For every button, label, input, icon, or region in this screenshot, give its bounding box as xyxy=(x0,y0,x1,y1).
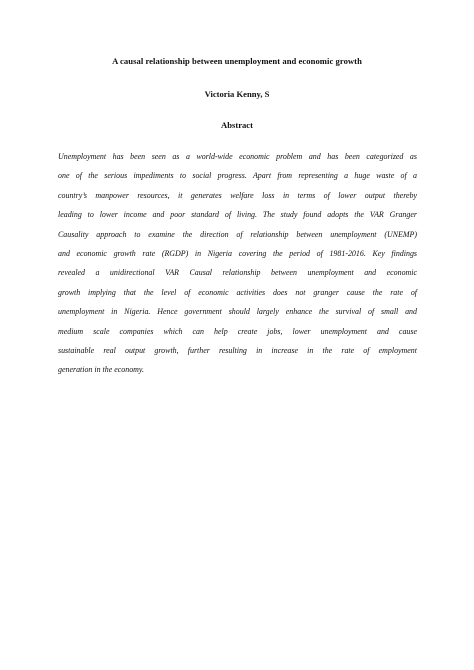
paper-title: A causal relationship between unemployment and economic growth xyxy=(112,56,362,66)
abstract-heading: Abstract xyxy=(221,120,253,130)
abstract-line: one of the serious impediments to social progress. Apart from representing a huge waste of a xyxy=(58,171,417,181)
abstract-line: growth implying that the level of economic activities does not granger cause the rate of xyxy=(58,287,417,297)
abstract-line: Unemployment has been seen as a world-wide economic problem and has been categorized as xyxy=(58,152,417,161)
author-name: Victoria Kenny, S xyxy=(204,89,270,99)
abstract-line: generation in the economy. xyxy=(58,365,144,375)
abstract-line: Causality approach to examine the direction of relationship between unemployment (UNEMP) xyxy=(58,229,417,239)
abstract-line: revealed a unidirectional VAR Causal relationship between unemployment and economic xyxy=(58,268,417,278)
abstract-line: and economic growth rate (RGDP) in Nigeria covering the period of 1981-2016. Key findings xyxy=(58,248,417,258)
abstract-line: leading to lower income and poor standard of living. The study found adopts the VAR Granger xyxy=(58,210,417,220)
abstract-line: unemployment in Nigeria. Hence government should largely enhance the survival of small and xyxy=(58,307,417,317)
abstract-line: medium scale companies which can help create jobs, lower unemployment and cause xyxy=(58,326,417,336)
abstract-line: sustainable real output growth, further resulting in increase in the rate of employment xyxy=(58,345,417,355)
abstract-line: country’s manpower resources, it generates welfare loss in terms of lower output thereby xyxy=(58,190,417,200)
abstract-body xyxy=(58,147,417,380)
